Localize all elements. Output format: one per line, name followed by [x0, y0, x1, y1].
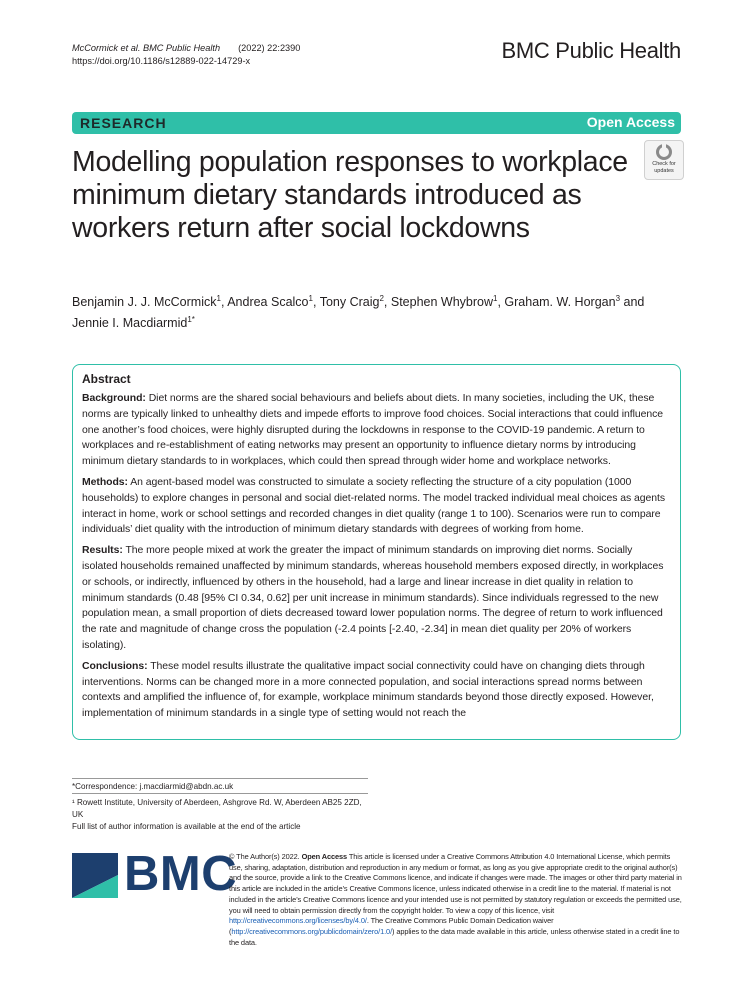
- correspondence-note[interactable]: *Correspondence: j.macdiarmid@abdn.ac.uk: [72, 782, 234, 791]
- author-name[interactable]: Stephen Whybrow: [390, 295, 493, 310]
- abstract-box: [72, 364, 681, 740]
- doi-link[interactable]: https://doi.org/10.1186/s12889-022-14729-x: [72, 56, 251, 66]
- section-label: Conclusions:: [82, 660, 148, 672]
- running-header: [72, 42, 300, 68]
- affiliation-note: ¹ Rowett Institute, University of Aberdeen, Ashgrove Rd. W, Aberdeen AB25 2ZD, UK: [72, 798, 362, 819]
- author-name[interactable]: Graham. W. Horgan: [504, 295, 616, 310]
- badge-line-1: Check for: [652, 161, 676, 167]
- abstract-conclusions: [82, 659, 670, 722]
- section-text: Diet norms are the shared social behaviours and beliefs about diets. In many societies, including the UK, these norms are typically linked to unhealthy diets and impede efforts to improve food choices. Social interactions that could influence one another’s food choices, were highly disrupted during the lockdowns in response to the COVID-19 pandemic. A return to workplaces and re-establishment of eating networks may present an opportunity to influence dietary norms by introducing minimum dietary standards to in workplaces, which could then spread through wider home and workplace networks.: [82, 393, 664, 468]
- badge-line-2: updates: [654, 168, 674, 174]
- abstract-heading: Abstract: [82, 372, 131, 386]
- cc-zero-link[interactable]: http://creativecommons.org/publicdomain/zero/1.0/: [231, 926, 393, 936]
- section-text: These model results illustrate the qualitative impact social connectivity could have on changing diets through interventions. Norms can be changed more in a more connected population, and social interactions spread norms between contexts and amplified the influence of, for example, workplace minimum standards beyond those directly exposed. However, implementation of minimum standards in a single type of setting would not reach the: [82, 660, 654, 720]
- section-text: The more people mixed at work the greater the impact of minimum standards on improving diet norms. Socially isolated households remained unaffected by minimum standards, whereas household members exposed directly, in workplaces or schools, or indirectly, influenced by others in the household, had a large and linear increase in diet quality in relation to minimum standards (0.48 [95% CI 0.34, 0.62] per unit increase in minimum standards). Since individuals regressed to the new population mean, a small proportion of diets decreased toward lower population norms. The degree of return to work influenced the rate and magnitude of change cross the population (-2.4 points [-2.40, -2.34] in mean diet quality per 20% of workers isolating).: [82, 545, 664, 651]
- bmc-logo-icon: [72, 853, 118, 898]
- author-list: Benjamin J. J. McCormick$^1$, Andrea Scalco$^1$, Tony Craig$^2$, Stephen Whybrow$^1$, Graham. W. Horgan$^3$ and Jennie I. Macdiarmid$^{1*}$: [72, 294, 645, 331]
- section-label: Methods:: [82, 476, 128, 488]
- volume-info: (2022) 22:2390: [238, 43, 301, 53]
- section-label: Results:: [82, 545, 123, 557]
- author-info-note: Full list of author information is available at the end of the article: [72, 822, 301, 831]
- author-name[interactable]: Andrea Scalco: [227, 295, 309, 310]
- authors-conjunction: and: [623, 295, 645, 310]
- author-name[interactable]: Jennie I. Macdiarmid: [72, 316, 188, 331]
- author-affiliation: 1: [308, 294, 313, 303]
- abstract-results: [82, 543, 670, 654]
- check-for-updates-badge[interactable]: [644, 140, 684, 180]
- open-access-label: Open Access: [586, 114, 675, 130]
- author-affiliation: 1: [493, 294, 498, 303]
- author-name[interactable]: Tony Craig: [319, 295, 380, 310]
- author-affiliation: 1*: [187, 315, 195, 325]
- section-label: Background:: [82, 393, 146, 404]
- journal-citation: McCormick et al. BMC Public Health: [72, 43, 221, 53]
- refresh-icon: [656, 144, 672, 160]
- license-text: ) applies to the data made available in this article, unless otherwise stated in a credit line to the data.: [229, 926, 680, 947]
- journal-name: BMC Public Health: [501, 38, 681, 63]
- footnote-divider: [72, 778, 368, 779]
- author-affiliation: 1: [216, 294, 221, 303]
- footnote-divider: [72, 793, 368, 794]
- author-affiliation: 2: [379, 294, 384, 303]
- abstract-background: [82, 391, 670, 470]
- cc-by-link[interactable]: http://creativecommons.org/licenses/by/4.0/: [229, 916, 367, 926]
- section-label: RESEARCH: [80, 115, 167, 131]
- open-access-label: Open Access: [301, 852, 348, 861]
- section-text: An agent-based model was constructed to simulate a society reflecting the structure of a city population (1000 households) to explore changes in personal and social diet-related norms. The model tracked individual meal choices as agents interact in home, work or school settings and recorded changes in diet quality (range 1 to 100). Scenarios were run to compare individuals’ diet quality with the introduction of minimum dietary standards with degrees of working from home.: [82, 476, 666, 536]
- copyright-text: © The Author(s) 2022.: [229, 852, 300, 861]
- article-title: Modelling population responses to workplace minimum dietary standards introduced as workers return after social lockdowns: [72, 146, 628, 244]
- author-affiliation: 3: [615, 294, 621, 303]
- license-statement: [229, 852, 682, 948]
- abstract-methods: [82, 475, 670, 538]
- bmc-logo-text: BMC: [124, 847, 238, 901]
- license-text: This article is licensed under a Creative Commons Attribution 4.0 International License, which permits use, sharing, adaptation, distribution and reproduction in any medium or format, as long as you give appropriate credit to the original author(s) and the source, provide a link to the Creative Commons licence, and indicate if changes were made. The images or other third party material in this article are included in the article’s Creative Commons licence, unless indicated otherwise in a credit line to the material. If material is not included in the article’s Creative Commons licence and your intended use is not permitted by statutory regulation or exceeds the permitted use, you will need to obtain permission directly from the copyright holder. To view a copy of this licence, visit: [229, 852, 682, 915]
- author-name[interactable]: Benjamin J. J. McCormick: [72, 295, 217, 310]
- license-text: . The Creative Commons Public Domain Dedication waiver (: [229, 916, 554, 936]
